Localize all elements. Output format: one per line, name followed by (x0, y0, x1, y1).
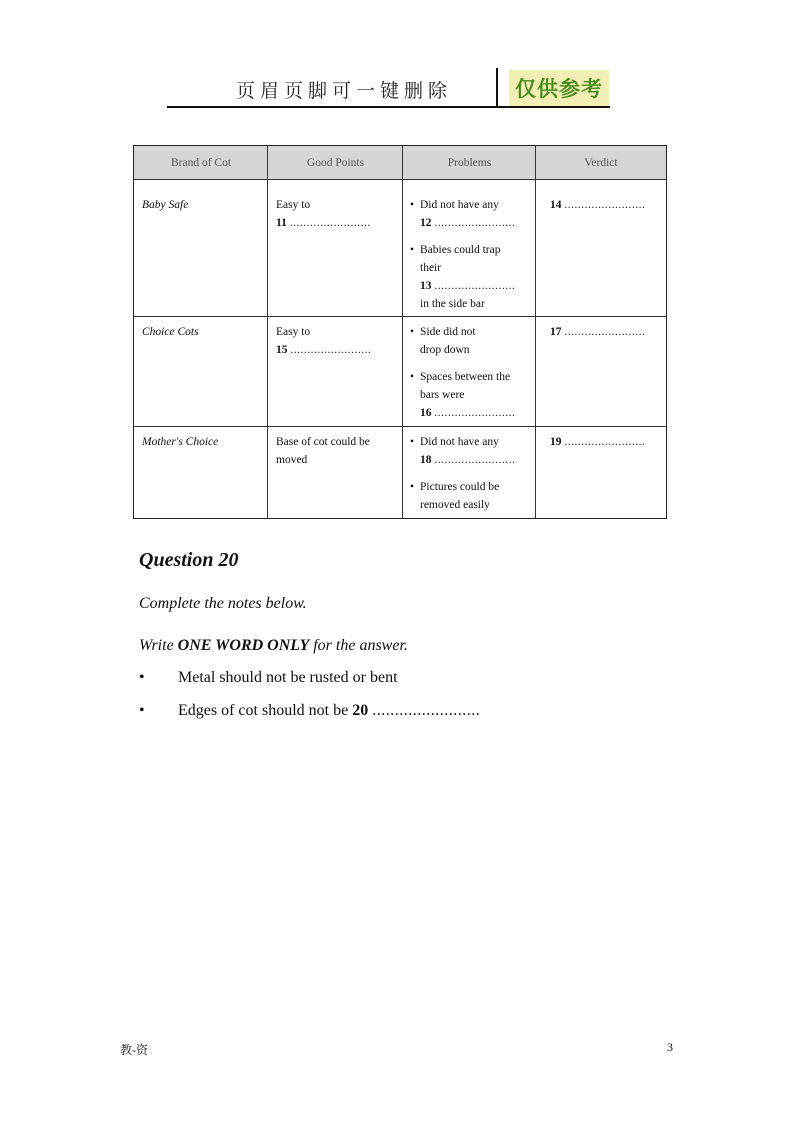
gap-number: 13 (420, 280, 432, 292)
column-header-good-points: Good Points (306, 156, 365, 169)
verdict-baby-safe (550, 196, 662, 214)
answer-blank: ........................ (434, 454, 516, 466)
row-divider (134, 426, 666, 427)
good-points-choice-cots: Easy to 15 ........................ (276, 326, 372, 356)
page-number: 3 (667, 1040, 673, 1054)
page-header-text: 页眉页脚可一键删除 (236, 81, 453, 102)
list-item: • Pictures could be removed easily (410, 478, 534, 514)
gap-number: 20 (352, 702, 369, 719)
problems-mothers-choice (410, 433, 534, 523)
answer-blank: ........................ (434, 407, 516, 419)
column-divider (535, 146, 536, 518)
good-points-mothers-choice: Base of cot could be moved (276, 436, 370, 466)
gap-number: 18 (420, 454, 432, 466)
answer-blank: ........................ (289, 217, 371, 229)
problems-baby-safe (410, 196, 534, 322)
brand-choice-cots: Choice Cots (142, 326, 199, 338)
verdict-mothers-choice (550, 433, 662, 451)
column-divider (402, 146, 403, 518)
question-word-limit: Write ONE WORD ONLY for the answer. (139, 637, 408, 654)
gap-number: 19 (550, 436, 562, 448)
column-header-verdict: Verdict (584, 156, 618, 169)
list-item: • Spaces between the bars were 16 ........................ (410, 368, 534, 422)
column-header-problems: Problems (447, 156, 492, 169)
list-item: • Side did not drop down (410, 323, 534, 359)
list-item: • Did not have any 12 ........................ (410, 196, 534, 232)
brand-mothers-choice: Mother's Choice (142, 436, 219, 448)
bullet-icon: • (139, 702, 145, 719)
row-divider (134, 316, 666, 317)
question-instruction: Complete the notes below. (139, 595, 307, 612)
problems-choice-cots (410, 323, 534, 431)
reference-badge: 仅供参考 (509, 70, 609, 106)
answer-blank: ........................ (434, 217, 516, 229)
header-rule (167, 106, 610, 108)
answer-blank: ........................ (434, 280, 516, 292)
bullet-icon: • (139, 669, 145, 686)
answer-blank: ........................ (290, 344, 372, 356)
gap-number: 14 (550, 199, 562, 211)
gap-number: 11 (276, 217, 287, 229)
cot-comparison-table (133, 145, 667, 519)
verdict-choice-cots (550, 323, 662, 341)
list-item: • Babies could trap their 13 ........................ in the side bar (410, 241, 534, 313)
answer-blank: ........................ (564, 326, 646, 338)
footer-label: 教-资 (120, 1043, 148, 1057)
brand-baby-safe: Baby Safe (142, 199, 189, 211)
good-points-baby-safe: Easy to 11 ........................ (276, 199, 371, 229)
list-item: • Did not have any 18 ........................ (410, 433, 534, 469)
column-header-brand: Brand of Cot (170, 156, 232, 169)
gap-number: 12 (420, 217, 432, 229)
gap-number: 17 (550, 326, 562, 338)
column-divider (267, 146, 268, 518)
answer-blank: ........................ (372, 702, 481, 719)
question-title: Question 20 (139, 549, 239, 571)
answer-blank: ........................ (564, 199, 646, 211)
answer-blank: ........................ (564, 436, 646, 448)
header-divider (496, 68, 498, 108)
gap-number: 16 (420, 407, 432, 419)
gap-number: 15 (276, 344, 288, 356)
